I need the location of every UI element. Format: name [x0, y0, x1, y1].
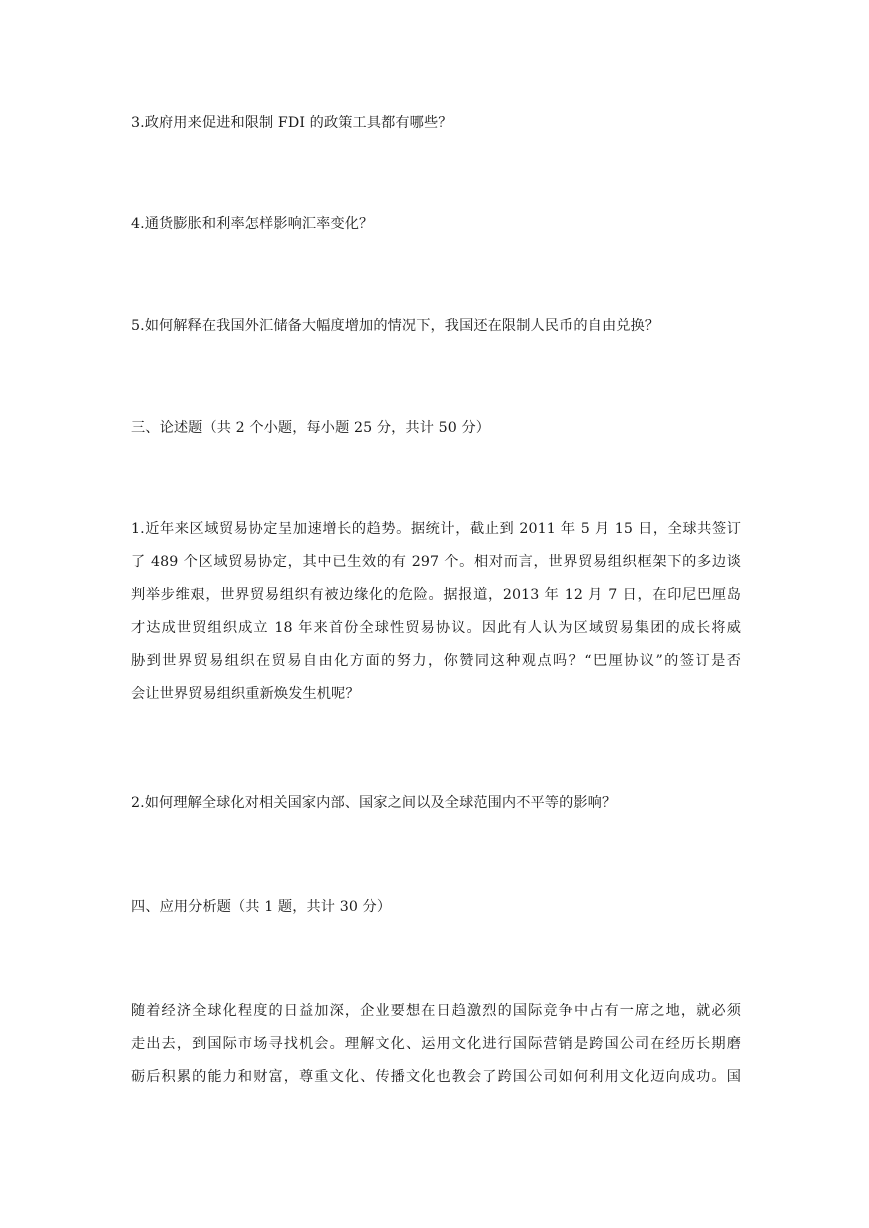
section-four-heading: 四、应用分析题（共 1 题，共计 30 分）: [131, 899, 392, 915]
question-5: 5.如何解释在我国外汇储备大幅度增加的情况下，我国还在限制人民币的自由兑换？: [131, 318, 660, 334]
analysis-line: 砺后积累的能力和财富，尊重文化、传播文化也教会了跨国公司如何利用文化迈向成功。国: [131, 1069, 741, 1085]
essay-q1-line: 了 489 个区域贸易协定，其中已生效的有 297 个。相对而言，世界贸易组织框架下的多边谈: [131, 554, 741, 570]
essay-q1-line: 胁到世界贸易组织在贸易自由化方面的努力，你赞同这种观点吗？“巴厘协议”的签订是否: [131, 653, 741, 669]
essay-q1-line: 判举步维艰，世界贸易组织有被边缘化的危险。据报道，2013 年 12 月 7 日，在印尼巴厘岛: [131, 587, 741, 603]
question-4: 4.通货膨胀和利率怎样影响汇率变化？: [131, 216, 374, 232]
section-three-heading: 三、论述题（共 2 个小题，每小题 25 分，共计 50 分）: [131, 420, 491, 436]
analysis-line: 随着经济全球化程度的日益加深，企业要想在日趋激烈的国际竞争中占有一席之地，就必须: [131, 1003, 741, 1019]
essay-q1-line: 1.近年来区域贸易协定呈加速增长的趋势。据统计，截止到 2011 年 5 月 15 日，全球共签订: [131, 521, 741, 537]
essay-q1-line: 才达成世贸组织成立 18 年来首份全球性贸易协议。因此有人认为区域贸易集团的成长将威: [131, 620, 741, 636]
analysis-line: 走出去，到国际市场寻找机会。理解文化、运用文化进行国际营销是跨国公司在经历长期磨: [131, 1036, 741, 1052]
essay-question-2: 2.如何理解全球化对相关国家内部、国家之间以及全球范围内不平等的影响？: [131, 795, 617, 811]
question-3: 3.政府用来促进和限制 FDI 的政策工具都有哪些？: [131, 115, 453, 131]
essay-q1-line: 会让世界贸易组织重新焕发生机呢？: [131, 686, 360, 702]
